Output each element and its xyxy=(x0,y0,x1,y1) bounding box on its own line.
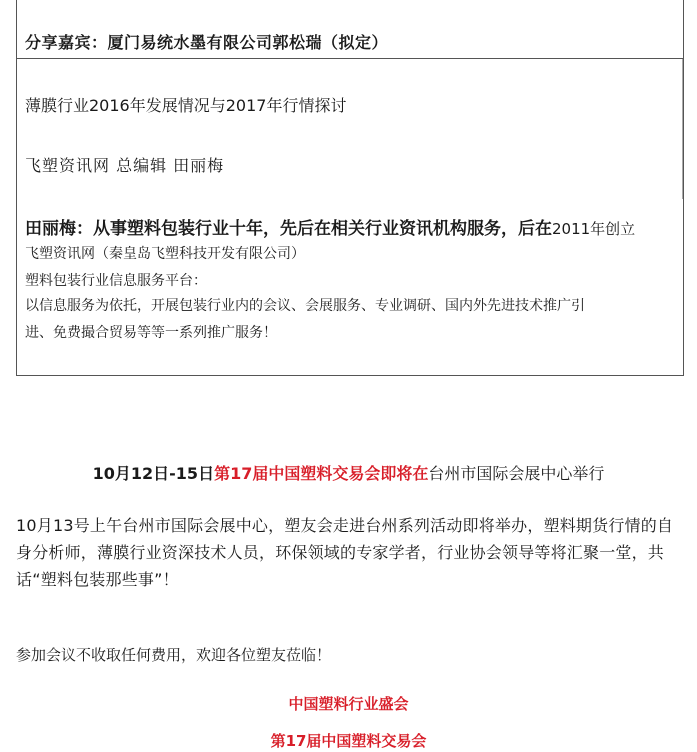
bio-line-2: 飞塑资讯网（秦皇岛飞塑科技开发有限公司） xyxy=(25,246,305,262)
event-name: 第17届中国塑料交易会即将在 xyxy=(214,464,429,483)
talk-title: 薄膜行业2016年发展情况与2017年行情探讨 xyxy=(25,96,347,115)
speaker-line: 飞塑资讯网 总编辑 田丽梅 xyxy=(25,156,225,175)
bio-line-5: 进、免费撮合贸易等等一系列推广服务！ xyxy=(25,325,277,341)
guest-line: 分享嘉宾：厦门易统水墨有限公司郭松瑞（拟定） xyxy=(25,33,389,52)
bio-line-3: 塑料包装行业信息服务平台： xyxy=(25,273,207,289)
promo-line-1: 中国塑料行业盛会 xyxy=(288,695,409,713)
bio-line-1-bold: 田丽梅：从事塑料包装行业十年，先后在相关行业资讯机构服务，后在 xyxy=(25,219,552,239)
event-paragraph: 10月13号上午台州市国际会展中心，塑友会走进台州系列活动即将举办，塑料期货行情的自身分析师，薄膜行业资深技术人员，环保领域的专家学者，行业协会领导等将汇聚一堂，共话“塑料包装那些事”！ xyxy=(16,516,674,589)
bio-line-1 xyxy=(25,214,635,239)
event-place: 台州市国际会展中心举行 xyxy=(428,464,605,483)
event-title xyxy=(0,461,697,484)
scroll-edge xyxy=(682,59,695,199)
guest-box xyxy=(16,0,684,59)
bio-line-4: 以信息服务为依托，开展包装行业内的会议、会展服务、专业调研、国内外先进技术推广引 xyxy=(25,298,585,314)
promo-line-2: 第17届中国塑料交易会 xyxy=(270,732,427,750)
bio-line-1-year: 2011年创立 xyxy=(552,220,636,238)
event-date: 10月12日-15日 xyxy=(92,464,215,483)
talk-box xyxy=(16,59,684,376)
free-note: 参加会议不收取任何费用，欢迎各位塑友莅临！ xyxy=(16,646,332,664)
